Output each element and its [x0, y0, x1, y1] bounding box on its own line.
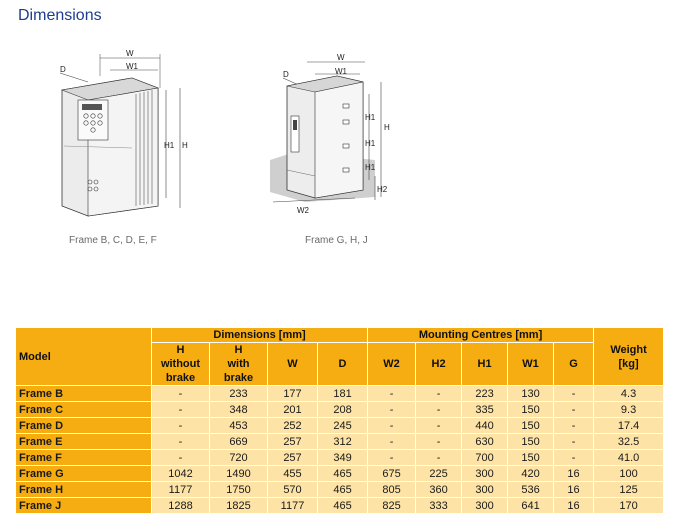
cell-w1: 150 — [508, 402, 554, 418]
cell-h-without: - — [152, 450, 210, 466]
cell-h-with: 1825 — [210, 498, 268, 514]
cell-h2: - — [416, 402, 462, 418]
label-h2: H2 — [377, 185, 388, 194]
header-weight: Weight [kg] — [594, 328, 664, 386]
cell-h-with: 348 — [210, 402, 268, 418]
cell-w: 252 — [268, 418, 318, 434]
cell-w1: 150 — [508, 434, 554, 450]
cell-g: - — [554, 434, 594, 450]
cell-h2: - — [416, 450, 462, 466]
cell-g: 16 — [554, 466, 594, 482]
header-model: Model — [16, 328, 152, 386]
cell-w: 177 — [268, 386, 318, 402]
header-h-without-brake: H without brake — [152, 343, 210, 386]
header-w: W — [268, 343, 318, 386]
cell-d: 181 — [318, 386, 368, 402]
cell-w: 257 — [268, 434, 318, 450]
cell-w2: 825 — [368, 498, 416, 514]
cell-weight: 17.4 — [594, 418, 664, 434]
cell-g: - — [554, 418, 594, 434]
label-h1: H1 — [164, 141, 175, 150]
header-group-mounting: Mounting Centres [mm] — [368, 328, 594, 343]
cell-g: 16 — [554, 498, 594, 514]
cell-model: Frame E — [16, 434, 152, 450]
header-g: G — [554, 343, 594, 386]
label-d: D — [60, 65, 66, 74]
cell-h2: 225 — [416, 466, 462, 482]
cell-model: Frame D — [16, 418, 152, 434]
cell-weight: 170 — [594, 498, 664, 514]
cell-model: Frame H — [16, 482, 152, 498]
label-h: H — [182, 141, 188, 150]
label-w: W — [126, 49, 134, 58]
cell-h1: 300 — [462, 498, 508, 514]
cell-d: 208 — [318, 402, 368, 418]
frame-b-f-drawing — [40, 48, 210, 218]
cell-h-with: 453 — [210, 418, 268, 434]
label-w1: W1 — [126, 62, 138, 71]
cell-d: 465 — [318, 482, 368, 498]
cell-weight: 100 — [594, 466, 664, 482]
cell-g: 16 — [554, 482, 594, 498]
cell-h1: 440 — [462, 418, 508, 434]
header-h-with-brake: H with brake — [210, 343, 268, 386]
cell-w1: 641 — [508, 498, 554, 514]
cell-model: Frame F — [16, 450, 152, 466]
cell-w: 201 — [268, 402, 318, 418]
cell-h1: 300 — [462, 466, 508, 482]
cell-d: 465 — [318, 498, 368, 514]
cell-w1: 130 — [508, 386, 554, 402]
cell-h2: 333 — [416, 498, 462, 514]
cell-g: - — [554, 450, 594, 466]
label-h1-c: H1 — [365, 163, 376, 172]
cell-h1: 223 — [462, 386, 508, 402]
cell-h1: 335 — [462, 402, 508, 418]
cell-d: 465 — [318, 466, 368, 482]
label-h1-a: H1 — [365, 113, 376, 122]
cell-h-with: 720 — [210, 450, 268, 466]
cell-w2: 675 — [368, 466, 416, 482]
cell-h-without: 1042 — [152, 466, 210, 482]
cell-g: - — [554, 386, 594, 402]
table-row — [16, 402, 664, 418]
header-h1: H1 — [462, 343, 508, 386]
cell-weight: 125 — [594, 482, 664, 498]
cell-w2: - — [368, 418, 416, 434]
cell-w: 1177 — [268, 498, 318, 514]
label-h: H — [384, 123, 390, 132]
cell-model: Frame J — [16, 498, 152, 514]
cell-h2: - — [416, 386, 462, 402]
cell-w: 455 — [268, 466, 318, 482]
cell-w2: - — [368, 386, 416, 402]
cell-weight: 9.3 — [594, 402, 664, 418]
label-h1-b: H1 — [365, 139, 376, 148]
cell-w1: 150 — [508, 450, 554, 466]
cell-h1: 700 — [462, 450, 508, 466]
cell-w2: - — [368, 450, 416, 466]
label-w2: W2 — [297, 206, 309, 215]
table-row — [16, 418, 664, 434]
cell-h-with: 1750 — [210, 482, 268, 498]
cell-h2: - — [416, 418, 462, 434]
cell-w2: 805 — [368, 482, 416, 498]
cell-weight: 4.3 — [594, 386, 664, 402]
cell-h-without: 1288 — [152, 498, 210, 514]
table-row — [16, 450, 664, 466]
cell-w2: - — [368, 402, 416, 418]
cell-weight: 32.5 — [594, 434, 664, 450]
cell-h-without: - — [152, 386, 210, 402]
header-h2: H2 — [416, 343, 462, 386]
table-row — [16, 386, 664, 402]
cell-h2: - — [416, 434, 462, 450]
cell-w1: 420 — [508, 466, 554, 482]
cell-model: Frame C — [16, 402, 152, 418]
cell-h-with: 669 — [210, 434, 268, 450]
table-row — [16, 466, 664, 482]
table-row — [16, 434, 664, 450]
header-group-dimensions: Dimensions [mm] — [152, 328, 368, 343]
cell-h-with: 233 — [210, 386, 268, 402]
table-row — [16, 482, 664, 498]
cell-weight: 41.0 — [594, 450, 664, 466]
label-w1: W1 — [335, 67, 347, 76]
cell-d: 312 — [318, 434, 368, 450]
cell-h-without: - — [152, 402, 210, 418]
cell-w2: - — [368, 434, 416, 450]
cell-h-with: 1490 — [210, 466, 268, 482]
cell-h1: 630 — [462, 434, 508, 450]
cell-d: 349 — [318, 450, 368, 466]
table-row — [16, 498, 664, 514]
cell-w: 257 — [268, 450, 318, 466]
caption-frame-b-f: Frame B, C, D, E, F — [69, 235, 157, 246]
cell-h-without: - — [152, 418, 210, 434]
header-d: D — [318, 343, 368, 386]
label-d: D — [283, 70, 289, 79]
caption-frame-g-j: Frame G, H, J — [305, 235, 368, 246]
cell-w1: 536 — [508, 482, 554, 498]
cell-model: Frame B — [16, 386, 152, 402]
cell-model: Frame G — [16, 466, 152, 482]
cell-h2: 360 — [416, 482, 462, 498]
cell-h-without: 1177 — [152, 482, 210, 498]
cell-w: 570 — [268, 482, 318, 498]
cell-h-without: - — [152, 434, 210, 450]
cell-d: 245 — [318, 418, 368, 434]
page-title: Dimensions — [18, 7, 102, 24]
frame-g-j-drawing — [265, 52, 415, 217]
label-w: W — [337, 53, 345, 62]
cell-h1: 300 — [462, 482, 508, 498]
header-w2: W2 — [368, 343, 416, 386]
header-w1: W1 — [508, 343, 554, 386]
cell-g: - — [554, 402, 594, 418]
dimensions-table — [15, 327, 664, 514]
cell-w1: 150 — [508, 418, 554, 434]
